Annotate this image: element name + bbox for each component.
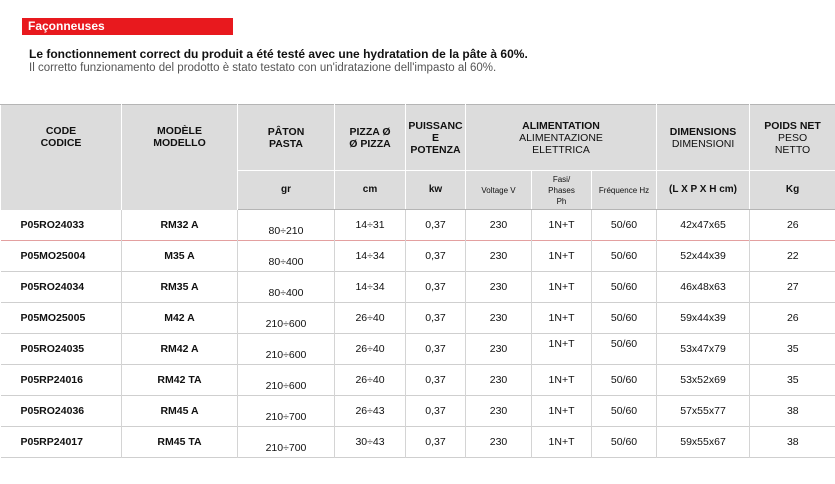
cell-code: P05RO24035 [20,343,85,355]
cell-model: RM32 A [122,210,238,241]
cell-voltage: 230 [466,396,532,427]
subheader-dimensions-unit: (L X P X H cm) [657,171,750,210]
cell-weight: 35 [750,365,835,396]
cell-frequency: 50/60 [592,365,657,396]
cell-frequency: 50/60 [592,210,657,241]
cell-phases: 1N+T [532,427,592,458]
cell-voltage: 230 [466,303,532,334]
cell-pizza: 26÷40 [335,334,406,365]
cell-weight: 38 [750,396,835,427]
cell-paton: 210÷700 [238,396,335,427]
cell-phases: 1N+T [532,396,592,427]
cell-frequency: 50/60 [592,334,657,365]
table-row [1,365,835,396]
cell-dimensions: 57x55x77 [657,396,750,427]
cell-voltage: 230 [466,210,532,241]
cell-frequency: 50/60 [592,427,657,458]
cell-paton: 210÷600 [238,365,335,396]
header-power: PUISSANC E POTENZA [406,105,466,171]
cell-code: P05RP24016 [20,374,83,386]
cell-model: RM45 A [122,396,238,427]
cell-phases: 1N+T [532,241,592,272]
subheader-weight-unit: Kg [750,171,835,210]
cell-power: 0,37 [406,241,466,272]
cell-frequency: 50/60 [592,241,657,272]
cell-code: P05RO24034 [20,281,85,293]
cell-weight: 26 [750,210,835,241]
cell-phases: 1N+T [532,365,592,396]
cell-dimensions: 52x44x39 [657,241,750,272]
cell-paton: 80÷210 [238,210,335,241]
section-title: Façonneuses [22,18,233,35]
cell-weight: 27 [750,272,835,303]
header-pizza: PIZZA Ø Ø PIZZA [335,105,406,171]
cell-code: P05RO24036 [20,405,85,417]
subheader-pizza-unit: cm [335,171,406,210]
cell-voltage: 230 [466,365,532,396]
cell-weight: 38 [750,427,835,458]
cell-code: P05MO25005 [20,312,86,324]
cell-paton: 210÷600 [238,334,335,365]
cell-power: 0,37 [406,272,466,303]
cell-paton: 80÷400 [238,272,335,303]
cell-voltage: 230 [466,334,532,365]
subheader-phases: Fasi/ Phases Ph [532,171,592,210]
cell-model: RM42 TA [122,365,238,396]
header-alimentation: ALIMENTATION ALIMENTAZIONE ELETTRICA [466,105,657,171]
header-paton: PÂTON PASTA [238,105,335,171]
table-row [1,303,835,334]
cell-pizza: 26÷40 [335,303,406,334]
cell-voltage: 230 [466,272,532,303]
table-row [1,396,835,427]
table-row [1,272,835,303]
cell-pizza: 30÷43 [335,427,406,458]
cell-model: M35 A [122,241,238,272]
header-model: MODÈLE MODELLO [122,105,238,210]
cell-code: P05RO24033 [20,218,85,231]
cell-dimensions: 53x52x69 [657,365,750,396]
cell-dimensions: 59x55x67 [657,427,750,458]
cell-paton: 210÷600 [238,303,335,334]
cell-code: P05RP24017 [20,436,83,448]
cell-pizza: 14÷31 [335,210,406,241]
cell-phases: 1N+T [532,303,592,334]
cell-model: RM42 A [122,334,238,365]
cell-weight: 35 [750,334,835,365]
cell-phases: 1N+T [532,272,592,303]
cell-dimensions: 53x47x79 [657,334,750,365]
subheader-paton-unit: gr [238,171,335,210]
note-italian: Il corretto funzionamento del prodotto è stato testato con un'idratazione dell'impasto al 60%. [29,62,497,74]
cell-paton: 80÷400 [238,241,335,272]
cell-power: 0,37 [406,396,466,427]
cell-weight: 26 [750,303,835,334]
cell-paton: 210÷700 [238,427,335,458]
header-weight: POIDS NET PESO NETTO [750,105,835,171]
table-row [1,241,835,272]
cell-power: 0,37 [406,365,466,396]
cell-power: 0,37 [406,210,466,241]
subheader-voltage: Voltage V [466,171,532,210]
header-dimensions: DIMENSIONS DIMENSIONI [657,105,750,171]
cell-power: 0,37 [406,427,466,458]
cell-pizza: 14÷34 [335,272,406,303]
cell-power: 0,37 [406,334,466,365]
cell-weight: 22 [750,241,835,272]
table-row [1,427,835,458]
specs-table [0,104,835,458]
cell-pizza: 26÷40 [335,365,406,396]
subheader-power-unit: kw [406,171,466,210]
cell-voltage: 230 [466,241,532,272]
cell-frequency: 50/60 [592,272,657,303]
cell-pizza: 26÷43 [335,396,406,427]
table-row [1,210,835,241]
cell-dimensions: 59x44x39 [657,303,750,334]
cell-power: 0,37 [406,303,466,334]
cell-frequency: 50/60 [592,303,657,334]
cell-code: P05MO25004 [20,250,86,262]
cell-frequency: 50/60 [592,396,657,427]
note-french: Le fonctionnement correct du produit a été testé avec une hydratation de la pâte à 60%. [29,47,528,61]
cell-dimensions: 42x47x65 [657,210,750,241]
cell-pizza: 14÷34 [335,241,406,272]
cell-phases: 1N+T [532,334,592,365]
cell-model: M42 A [122,303,238,334]
cell-phases: 1N+T [532,210,592,241]
header-code: CODE CODICE [1,105,122,210]
cell-voltage: 230 [466,427,532,458]
table-row [1,334,835,365]
cell-model: RM45 TA [122,427,238,458]
subheader-frequency: Fréquence Hz [592,171,657,210]
cell-model: RM35 A [122,272,238,303]
cell-dimensions: 46x48x63 [657,272,750,303]
